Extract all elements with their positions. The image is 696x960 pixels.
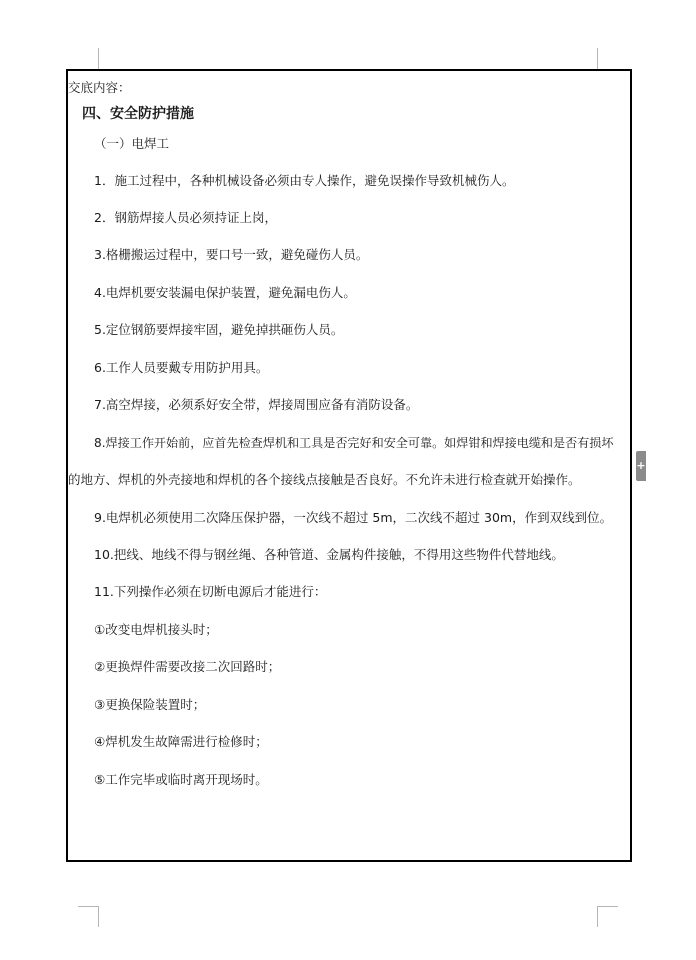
subsection-title: （一）电焊工: [94, 136, 170, 151]
list-item: 10.把线、地线不得与钢丝绳、各种管道、金属构件接触，不得用这些物件代替地线。: [94, 547, 564, 562]
crop-mark-top-left: [98, 48, 99, 69]
section-title: 四、安全防护措施: [82, 106, 194, 122]
list-item-continuation: 的地方、焊机的外壳接地和焊机的各个接线点接触是否良好。不允许未进行检查就开始操作。: [68, 472, 581, 487]
list-item: 9.电焊机必须使用二次降压保护器，一次线不超过 5m，二次线不超过 30m，作到双线到位。: [94, 510, 613, 525]
list-item: ④焊机发生故障需进行检修时；: [94, 734, 268, 749]
list-item: 3.格栅搬运过程中，要口号一致，避免碰伤人员。: [94, 247, 369, 262]
crop-mark-bottom-left-v: [98, 906, 99, 927]
list-item: ⑤工作完毕或临时离开现场时。: [94, 772, 268, 787]
list-item: 5.定位钢筋要焊接牢固，避免掉拱砸伤人员。: [94, 322, 344, 337]
list-item: 7.高空焊接，必须系好安全带，焊接周围应备有消防设备。: [94, 397, 419, 412]
list-item: ②更换焊件需要改接二次回路时；: [94, 659, 281, 674]
list-item: 4.电焊机要安装漏电保护装置，避免漏电伤人。: [94, 285, 356, 300]
header-label: 交底内容：: [68, 80, 131, 95]
list-item: ①改变电焊机接头时；: [94, 622, 218, 637]
crop-mark-bottom-right-h: [597, 906, 618, 907]
list-item: 11.下列操作必须在切断电源后才能进行：: [94, 584, 327, 599]
list-item: 8.焊接工作开始前，应首先检查焊机和工具是否完好和安全可靠。如焊钳和焊接电缆和是否有损坏: [94, 436, 614, 450]
list-item: 6.工作人员要戴专用防护用具。: [94, 360, 269, 375]
plus-icon: +: [636, 459, 646, 472]
list-item: 1．施工过程中，各种机械设备必须由专人操作，避免误操作导致机械伤人。: [94, 173, 515, 188]
crop-mark-bottom-left-h: [78, 906, 99, 907]
crop-mark-bottom-right-v: [597, 906, 598, 927]
list-item: ③更换保险装置时；: [94, 697, 206, 712]
side-expand-tab[interactable]: [636, 451, 646, 481]
list-item: 2．钢筋焊接人员必须持证上岗，: [94, 210, 277, 225]
crop-mark-top-right: [597, 48, 598, 69]
